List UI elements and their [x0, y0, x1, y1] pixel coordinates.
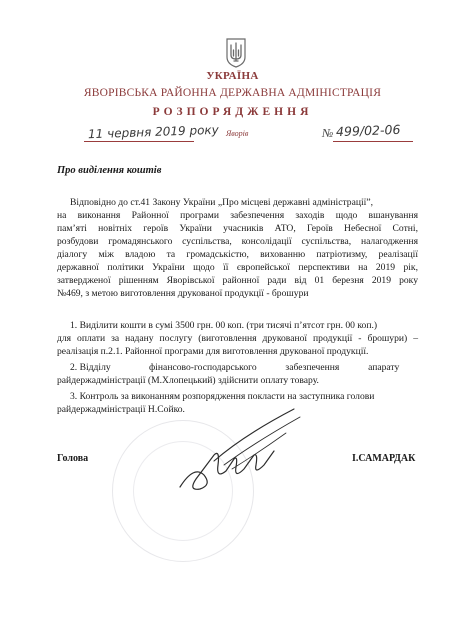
preamble-line: №469, з метою виготовлення друкованої продукції - брошури	[57, 288, 309, 299]
preamble-line: пам’яті новітніх героїв України учасників АТО, Героїв Небесної Сотні,	[57, 223, 418, 234]
signatory-name: І.САМАРДАК	[352, 453, 416, 464]
handwritten-number: 499/02-06	[335, 121, 401, 140]
administration-title: ЯВОРІВСЬКА РАЙОННА ДЕРЖАВНА АДМІНІСТРАЦІЯ	[83, 87, 382, 99]
preamble-line: розбудови громадянського суспільства, консолідації суспільства, налагодження	[57, 236, 418, 247]
item3-line: райдержадміністрації Н.Сойко.	[57, 404, 185, 415]
item1-line: 1. Виділити кошти в сумі 3500 грн. 00 коп. (три тисячі п’ятсот грн. 00 коп.)	[70, 320, 378, 331]
preamble-line: діалогу між владою та громадськістю, вихованню патріотизму, реалізації	[57, 249, 418, 260]
item3-line: 3. Контроль за виконанням розпорядження покласти на заступника голови	[70, 391, 375, 402]
preamble-line: державної політики України щодо її європейської перспективи на 2019 рік,	[57, 262, 418, 273]
item2-line: 2. Відділу фінансово-господарського забезпечення апарату	[70, 362, 400, 373]
number-prefix: №	[322, 126, 334, 140]
subject-heading: Про виділення коштів	[57, 165, 162, 176]
preamble-line: на виконання Районної програми забезпечення заходів щодо вшанування	[57, 210, 418, 221]
preamble-line: затвердженої рішенням Яворівської районної ради від 01 березня 2019 року	[57, 275, 418, 286]
signatory-title: Голова	[57, 453, 89, 464]
number-underline	[333, 141, 413, 142]
handwritten-date: 11 червня 2019 року	[87, 122, 220, 142]
signature-icon	[174, 395, 304, 505]
preamble-line: Відповідно до ст.41 Закону України „Про місцеві державні адміністрації”,	[70, 197, 373, 208]
country-title: УКРАЇНА	[206, 70, 259, 82]
item1-line: реалізація п.2.1. Районної програми для виготовлення друкованої продукції.	[57, 346, 369, 357]
coat-of-arms-icon	[224, 37, 248, 69]
item2-line: райдержадміністрації (М.Хлопецький) здійснити оплату товару.	[57, 375, 319, 386]
place-label: Яворів	[226, 129, 249, 138]
item1-line: для оплати за надану послугу (виготовлення друкованої продукції - брошури) –	[57, 333, 418, 344]
document-type: РОЗПОРЯДЖЕННЯ	[152, 106, 313, 118]
date-underline	[84, 141, 194, 142]
